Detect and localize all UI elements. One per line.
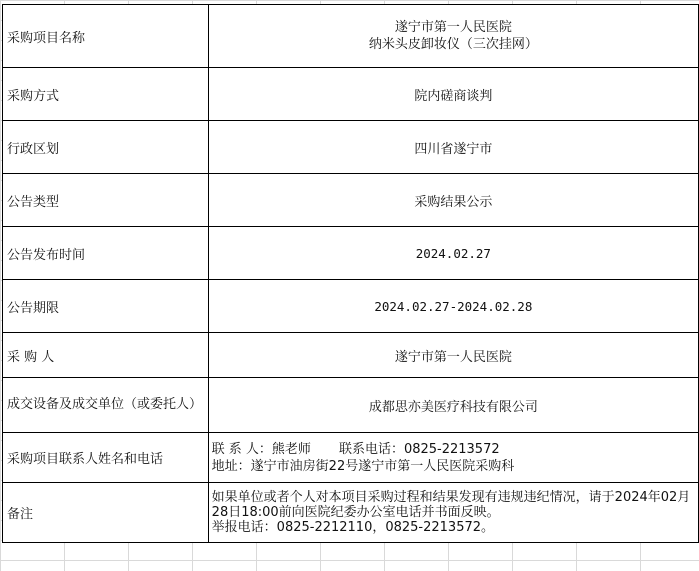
method-label: 采购方式 [3, 68, 209, 121]
contact-line [212, 441, 694, 458]
table-row [3, 378, 699, 433]
region-value: 四川省遂宁市 [208, 121, 698, 174]
winner-label [3, 378, 209, 433]
project-name-line2: 纳米头皮卸妆仪（三次挂网） [368, 37, 538, 52]
winner-label-text: 成交设备及成交单位（或委托人） [7, 397, 203, 412]
region-label: 行政区划 [3, 121, 209, 174]
contact-label: 采购项目联系人姓名和电话 [3, 433, 209, 483]
period-label: 公告期限 [3, 280, 209, 333]
table-row [3, 68, 699, 121]
purchaser-value: 遂宁市第一人民医院 [208, 333, 698, 378]
contact-person: 联 系 人：熊老师 [211, 441, 311, 457]
notice-type-value: 采购结果公示 [208, 174, 698, 227]
table-row [3, 227, 699, 280]
publish-time-label: 公告发布时间 [3, 227, 209, 280]
remark-text: 如果单位或者个人对本项目采购过程和结果发现有违规违纪情况，请于2024年02月28日18:00前向医院纪委办公室电话并书面反映。 [211, 490, 691, 520]
table-row [3, 121, 699, 174]
period-value: 2024.02.27-2024.02.28 [208, 280, 698, 333]
publish-time-value: 2024.02.27 [208, 227, 698, 280]
table-row [3, 174, 699, 227]
contact-address: 地址：遂宁市油房街22号遂宁市第一人民医院采购科 [211, 458, 515, 474]
notice-type-label: 公告类型 [3, 174, 209, 227]
contact-value [208, 433, 698, 483]
remark-hotline: 举报电话：0825-2212110，0825-2213572。 [211, 520, 495, 535]
remark-label: 备注 [3, 483, 209, 543]
method-value: 院内磋商谈判 [208, 68, 698, 121]
purchaser-label: 采 购 人 [3, 333, 209, 378]
project-name-label: 采购项目名称 [3, 5, 209, 68]
remark-value [208, 483, 698, 543]
contact-phone: 联系电话：0825-2213572 [338, 441, 500, 457]
table-row [3, 483, 699, 543]
table-row [3, 280, 699, 333]
table-row [3, 5, 699, 68]
table-row [3, 333, 699, 378]
winner-value: 成都思亦美医疗科技有限公司 [208, 378, 698, 433]
project-name-value [208, 5, 698, 68]
table-row [3, 433, 699, 483]
project-name-line1: 遂宁市第一人民医院 [394, 20, 512, 35]
procurement-result-table [2, 4, 699, 543]
